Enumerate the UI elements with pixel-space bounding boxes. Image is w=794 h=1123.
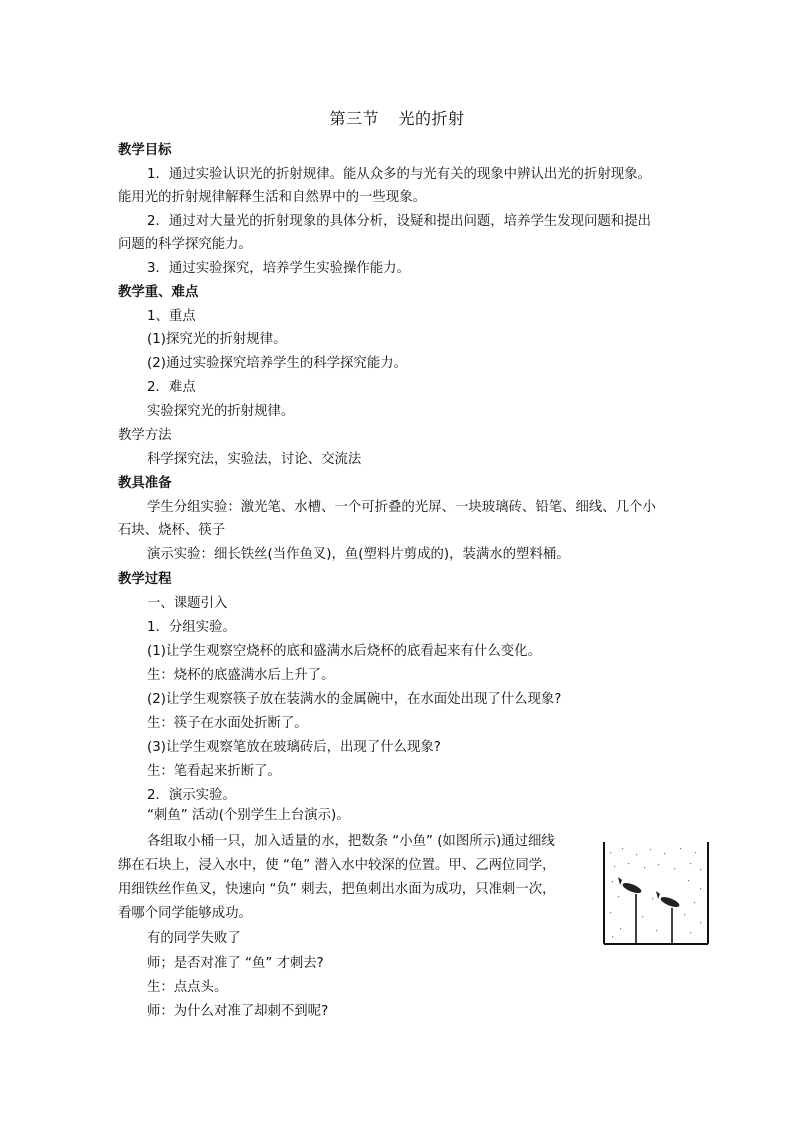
answer-1: 生：烧杯的底盛满水后上升了。 bbox=[147, 668, 335, 683]
process-demo: 2．演示实验。 bbox=[147, 788, 236, 803]
goal-3: 3．通过实验探究，培养学生实验操作能力。 bbox=[147, 261, 410, 276]
tools-heading: 教具准备 bbox=[118, 476, 172, 491]
process-group-experiment: 1．分组实验。 bbox=[147, 620, 236, 635]
result-2: 师；是否对准了 “鱼” 才刺去? bbox=[147, 956, 324, 971]
fish-bucket-figure bbox=[600, 836, 712, 948]
answer-3: 生：笔看起来折断了。 bbox=[147, 764, 281, 779]
demo-line-2: 绑在石块上，浸入水中，使 “龟” 潜入水中较深的位置。甲、乙两位同学， bbox=[118, 858, 556, 873]
question-2: (2)让学生观察筷子放在装满水的金属碗中，在水面处出现了什么现象? bbox=[147, 692, 562, 707]
goal-2-line-1: 2．通过对大量光的折射现象的具体分析，设疑和提出问题，培养学生发现问题和提出 bbox=[147, 214, 651, 229]
process-intro: 一、课题引入 bbox=[147, 596, 228, 611]
goal-1-line-1: 1．通过实验认识光的折射规律。能从众多的与光有关的现象中辨认出光的折射现象。 bbox=[147, 167, 651, 182]
demo-line-3: 用细铁丝作鱼叉，快速向 “负” 刺去，把鱼刺出水面为成功，只准刺一次， bbox=[118, 882, 556, 897]
question-1: (1)让学生观察空烧杯的底和盛满水后烧杯的底看起来有什么变化。 bbox=[147, 644, 541, 659]
tools-group-line-1: 学生分组实验：激光笔、水槽、一个可折叠的光屏、一块玻璃砖、铅笔、细线、几个小 bbox=[147, 500, 656, 515]
result-1: 有的同学失败了 bbox=[147, 931, 241, 946]
key-point-1: (1)探究光的折射规律。 bbox=[147, 332, 287, 347]
question-3: (3)让学生观察笔放在玻璃砖后，出现了什么现象? bbox=[147, 740, 441, 755]
goal-1-line-2: 能用光的折射规律解释生活和自然界中的一些现象。 bbox=[118, 190, 426, 205]
difficulty-1: 实验探究光的折射规律。 bbox=[147, 404, 295, 419]
answer-2: 生：筷子在水面处折断了。 bbox=[147, 716, 308, 731]
tools-group-line-2: 石块、烧杯、筷子 bbox=[118, 523, 226, 538]
fish-2 bbox=[656, 891, 681, 944]
fish-1 bbox=[618, 877, 643, 944]
bucket-outline bbox=[604, 842, 708, 944]
goals-heading: 教学目标 bbox=[118, 143, 172, 158]
key-point-label: 1、重点 bbox=[147, 309, 196, 324]
method-text: 科学探究法，实验法，讨论、交流法 bbox=[147, 452, 362, 467]
goal-2-line-2: 问题的科学探究能力。 bbox=[118, 237, 252, 252]
water-texture bbox=[610, 848, 701, 937]
activity-title: “刺鱼” 活动(个别学生上台演示)。 bbox=[147, 808, 350, 823]
process-heading: 教学过程 bbox=[118, 572, 172, 587]
difficulty-label: 2．难点 bbox=[147, 380, 196, 395]
method-heading: 教学方法 bbox=[118, 428, 172, 443]
tools-demo: 演示实验：细长铁丝(当作鱼叉)，鱼(塑料片剪成的)，装满水的塑料桶。 bbox=[147, 547, 570, 562]
key-heading: 教学重、难点 bbox=[118, 285, 199, 300]
page-title: 第三节 光的折射 bbox=[329, 109, 465, 128]
demo-line-4: 看哪个同学能够成功。 bbox=[118, 906, 252, 921]
demo-line-1: 各组取小桶一只，加入适量的水，把数条 “小鱼” (如图所示)通过细线 bbox=[147, 834, 555, 849]
key-point-2: (2)通过实验探究培养学生的科学探究能力。 bbox=[147, 356, 407, 371]
result-3: 生：点点头。 bbox=[147, 980, 228, 995]
result-4: 师：为什么对准了却刺不到呢? bbox=[147, 1004, 329, 1019]
